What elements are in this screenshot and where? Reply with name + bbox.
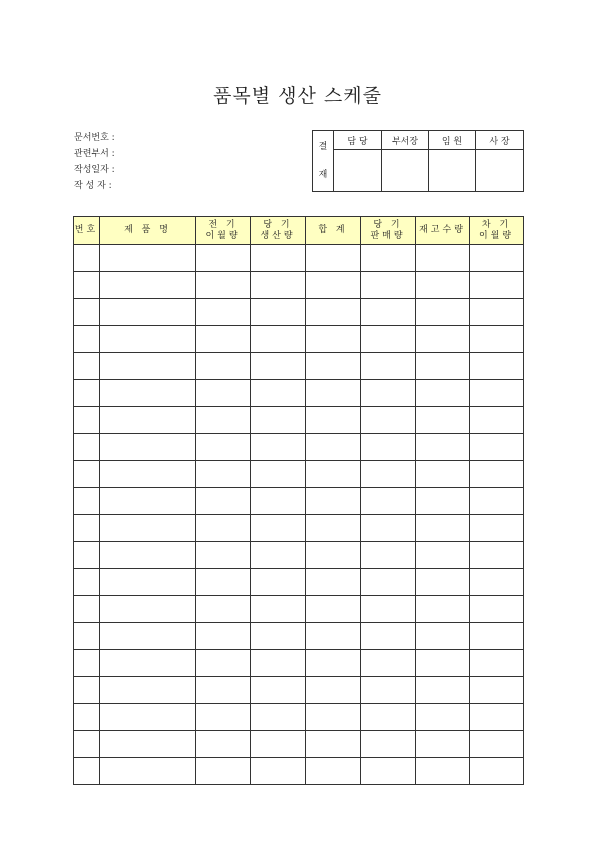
table-cell[interactable] xyxy=(306,623,361,650)
approval-sign-staff[interactable] xyxy=(334,150,382,192)
table-cell[interactable] xyxy=(306,731,361,758)
table-cell[interactable] xyxy=(251,380,306,407)
table-cell[interactable] xyxy=(361,299,416,326)
header-product-name: 제 품 명 xyxy=(100,217,196,245)
table-cell[interactable] xyxy=(196,272,251,299)
approval-sign-president[interactable] xyxy=(476,150,524,192)
table-row xyxy=(74,461,524,488)
table-cell[interactable] xyxy=(100,731,196,758)
approval-box xyxy=(312,130,524,192)
table-cell[interactable] xyxy=(196,380,251,407)
table-cell[interactable] xyxy=(470,353,524,380)
table-row xyxy=(74,434,524,461)
header-previous-carryover: 전 기 이월량 xyxy=(196,217,251,245)
approval-side-bottom: 재 xyxy=(318,170,328,180)
table-cell[interactable] xyxy=(416,299,470,326)
table-row xyxy=(74,623,524,650)
table-cell[interactable] xyxy=(361,596,416,623)
table-cell[interactable] xyxy=(100,380,196,407)
approval-header-president: 사 장 xyxy=(476,131,524,150)
table-cell[interactable] xyxy=(251,515,306,542)
header-total: 합 계 xyxy=(306,217,361,245)
table-row xyxy=(74,731,524,758)
header-current-production: 당 기 생산량 xyxy=(251,217,306,245)
table-cell[interactable] xyxy=(251,299,306,326)
table-cell[interactable] xyxy=(74,596,100,623)
table-cell[interactable] xyxy=(416,758,470,785)
table-cell[interactable] xyxy=(470,623,524,650)
table-cell[interactable] xyxy=(361,461,416,488)
table-cell[interactable] xyxy=(74,704,100,731)
header-stock-quantity: 재고수량 xyxy=(416,217,470,245)
table-cell[interactable] xyxy=(470,704,524,731)
date-label: 작성일자 : xyxy=(74,165,115,175)
table-cell[interactable] xyxy=(470,488,524,515)
table-cell[interactable] xyxy=(361,542,416,569)
table-row xyxy=(74,596,524,623)
table-cell[interactable] xyxy=(306,353,361,380)
table-cell[interactable] xyxy=(196,677,251,704)
table-row xyxy=(74,542,524,569)
table-cell[interactable] xyxy=(100,596,196,623)
table-cell[interactable] xyxy=(306,677,361,704)
table-cell[interactable] xyxy=(416,272,470,299)
table-cell[interactable] xyxy=(361,380,416,407)
table-cell[interactable] xyxy=(306,461,361,488)
table-cell[interactable] xyxy=(470,407,524,434)
table-cell[interactable] xyxy=(74,407,100,434)
table-cell[interactable] xyxy=(361,677,416,704)
table-cell[interactable] xyxy=(416,731,470,758)
table-cell[interactable] xyxy=(74,353,100,380)
table-cell[interactable] xyxy=(251,272,306,299)
table-row xyxy=(74,407,524,434)
table-cell[interactable] xyxy=(74,731,100,758)
table-cell[interactable] xyxy=(251,461,306,488)
table-cell[interactable] xyxy=(361,407,416,434)
table-row xyxy=(74,704,524,731)
table-cell[interactable] xyxy=(470,299,524,326)
table-cell[interactable] xyxy=(470,596,524,623)
table-cell[interactable] xyxy=(251,623,306,650)
table-cell[interactable] xyxy=(306,380,361,407)
table-cell[interactable] xyxy=(196,515,251,542)
table-cell[interactable] xyxy=(196,542,251,569)
table-cell[interactable] xyxy=(416,434,470,461)
table-cell[interactable] xyxy=(196,407,251,434)
table-cell[interactable] xyxy=(100,758,196,785)
table-cell[interactable] xyxy=(251,650,306,677)
table-cell[interactable] xyxy=(196,353,251,380)
table-cell[interactable] xyxy=(416,569,470,596)
table-cell[interactable] xyxy=(416,353,470,380)
table-cell[interactable] xyxy=(470,272,524,299)
table-cell[interactable] xyxy=(470,731,524,758)
table-cell[interactable] xyxy=(306,650,361,677)
table-cell[interactable] xyxy=(196,569,251,596)
table-cell[interactable] xyxy=(74,515,100,542)
table-cell[interactable] xyxy=(361,704,416,731)
table-cell[interactable] xyxy=(361,326,416,353)
page-title: 품목별 생산 스케줄 xyxy=(213,85,382,107)
table-cell[interactable] xyxy=(100,704,196,731)
table-cell[interactable] xyxy=(416,461,470,488)
table-cell[interactable] xyxy=(100,299,196,326)
table-cell[interactable] xyxy=(74,488,100,515)
table-cell[interactable] xyxy=(251,542,306,569)
table-row xyxy=(74,299,524,326)
table-cell[interactable] xyxy=(416,677,470,704)
table-cell[interactable] xyxy=(416,650,470,677)
header-current-sales: 당 기 판매량 xyxy=(361,217,416,245)
table-cell[interactable] xyxy=(361,515,416,542)
table-cell[interactable] xyxy=(74,542,100,569)
table-cell[interactable] xyxy=(74,380,100,407)
table-cell[interactable] xyxy=(100,353,196,380)
schedule-body xyxy=(74,245,524,785)
table-row xyxy=(74,569,524,596)
table-cell[interactable] xyxy=(74,758,100,785)
table-row xyxy=(74,272,524,299)
table-cell[interactable] xyxy=(361,650,416,677)
table-cell[interactable] xyxy=(361,488,416,515)
doc-number-label: 문서번호 : xyxy=(74,133,115,143)
table-cell[interactable] xyxy=(470,515,524,542)
table-cell[interactable] xyxy=(416,596,470,623)
table-cell[interactable] xyxy=(470,542,524,569)
table-cell[interactable] xyxy=(100,650,196,677)
table-row xyxy=(74,380,524,407)
approval-header-manager: 부서장 xyxy=(382,131,429,150)
table-cell[interactable] xyxy=(251,245,306,272)
table-cell[interactable] xyxy=(306,407,361,434)
table-cell[interactable] xyxy=(416,488,470,515)
table-cell[interactable] xyxy=(361,353,416,380)
table-row xyxy=(74,758,524,785)
table-cell[interactable] xyxy=(361,731,416,758)
table-cell[interactable] xyxy=(100,461,196,488)
approval-side-label xyxy=(313,131,334,192)
table-cell[interactable] xyxy=(361,758,416,785)
table-cell[interactable] xyxy=(74,326,100,353)
table-row xyxy=(74,515,524,542)
table-cell[interactable] xyxy=(306,758,361,785)
table-cell[interactable] xyxy=(251,569,306,596)
table-cell[interactable] xyxy=(361,272,416,299)
table-cell[interactable] xyxy=(251,434,306,461)
table-cell[interactable] xyxy=(361,434,416,461)
table-cell[interactable] xyxy=(416,704,470,731)
table-cell[interactable] xyxy=(74,245,100,272)
table-cell[interactable] xyxy=(74,434,100,461)
table-cell[interactable] xyxy=(306,704,361,731)
table-cell[interactable] xyxy=(306,434,361,461)
table-cell[interactable] xyxy=(470,245,524,272)
table-cell[interactable] xyxy=(100,245,196,272)
table-cell[interactable] xyxy=(100,326,196,353)
table-cell[interactable] xyxy=(100,569,196,596)
table-cell[interactable] xyxy=(251,731,306,758)
table-cell[interactable] xyxy=(196,731,251,758)
table-cell[interactable] xyxy=(416,515,470,542)
table-cell[interactable] xyxy=(100,488,196,515)
table-cell[interactable] xyxy=(306,515,361,542)
table-cell[interactable] xyxy=(196,299,251,326)
schedule-table xyxy=(73,216,524,785)
table-cell[interactable] xyxy=(306,326,361,353)
table-cell[interactable] xyxy=(100,623,196,650)
table-cell[interactable] xyxy=(416,245,470,272)
table-cell[interactable] xyxy=(251,407,306,434)
header-next-carryover: 차 기 이월량 xyxy=(470,217,524,245)
table-cell[interactable] xyxy=(196,434,251,461)
table-cell[interactable] xyxy=(470,434,524,461)
table-cell[interactable] xyxy=(74,623,100,650)
table-row xyxy=(74,650,524,677)
document-info xyxy=(74,130,115,194)
table-cell[interactable] xyxy=(470,461,524,488)
table-cell[interactable] xyxy=(196,650,251,677)
table-cell[interactable] xyxy=(470,650,524,677)
table-cell[interactable] xyxy=(196,245,251,272)
table-cell[interactable] xyxy=(361,245,416,272)
table-cell[interactable] xyxy=(251,596,306,623)
table-cell[interactable] xyxy=(416,326,470,353)
table-cell[interactable] xyxy=(196,461,251,488)
table-cell[interactable] xyxy=(74,569,100,596)
table-cell[interactable] xyxy=(306,596,361,623)
table-cell[interactable] xyxy=(361,569,416,596)
table-cell[interactable] xyxy=(416,542,470,569)
approval-sign-manager[interactable] xyxy=(382,150,429,192)
table-cell[interactable] xyxy=(251,488,306,515)
table-cell[interactable] xyxy=(470,569,524,596)
table-row xyxy=(74,488,524,515)
table-cell[interactable] xyxy=(306,245,361,272)
table-cell[interactable] xyxy=(100,434,196,461)
approval-side-top: 결 xyxy=(318,142,328,152)
table-cell[interactable] xyxy=(306,299,361,326)
approval-header-executive: 임 원 xyxy=(429,131,476,150)
table-cell[interactable] xyxy=(74,299,100,326)
table-cell[interactable] xyxy=(416,380,470,407)
table-cell[interactable] xyxy=(100,407,196,434)
table-cell[interactable] xyxy=(100,542,196,569)
table-cell[interactable] xyxy=(470,758,524,785)
table-cell[interactable] xyxy=(196,704,251,731)
table-cell[interactable] xyxy=(470,380,524,407)
table-cell[interactable] xyxy=(251,353,306,380)
table-cell[interactable] xyxy=(306,542,361,569)
table-row xyxy=(74,353,524,380)
table-row xyxy=(74,677,524,704)
table-cell[interactable] xyxy=(100,515,196,542)
table-cell[interactable] xyxy=(196,623,251,650)
table-cell[interactable] xyxy=(100,677,196,704)
table-cell[interactable] xyxy=(416,407,470,434)
header-number: 번호 xyxy=(74,217,100,245)
approval-header-staff: 담 당 xyxy=(334,131,382,150)
table-cell[interactable] xyxy=(196,596,251,623)
table-cell[interactable] xyxy=(306,569,361,596)
table-cell[interactable] xyxy=(196,326,251,353)
table-cell[interactable] xyxy=(100,272,196,299)
table-cell[interactable] xyxy=(306,272,361,299)
table-cell[interactable] xyxy=(196,488,251,515)
table-cell[interactable] xyxy=(196,758,251,785)
table-header-row xyxy=(74,217,524,245)
table-cell[interactable] xyxy=(74,461,100,488)
table-row xyxy=(74,326,524,353)
table-cell[interactable] xyxy=(470,677,524,704)
table-cell[interactable] xyxy=(251,326,306,353)
department-label: 관련부서 : xyxy=(74,149,115,159)
table-cell[interactable] xyxy=(251,758,306,785)
table-cell[interactable] xyxy=(251,677,306,704)
table-cell[interactable] xyxy=(74,272,100,299)
table-cell[interactable] xyxy=(416,623,470,650)
table-cell[interactable] xyxy=(306,488,361,515)
author-label: 작 성 자 : xyxy=(74,181,112,191)
approval-sign-executive[interactable] xyxy=(429,150,476,192)
table-cell[interactable] xyxy=(361,623,416,650)
table-cell[interactable] xyxy=(470,326,524,353)
table-row xyxy=(74,245,524,272)
table-cell[interactable] xyxy=(74,650,100,677)
table-cell[interactable] xyxy=(74,677,100,704)
table-cell[interactable] xyxy=(251,704,306,731)
